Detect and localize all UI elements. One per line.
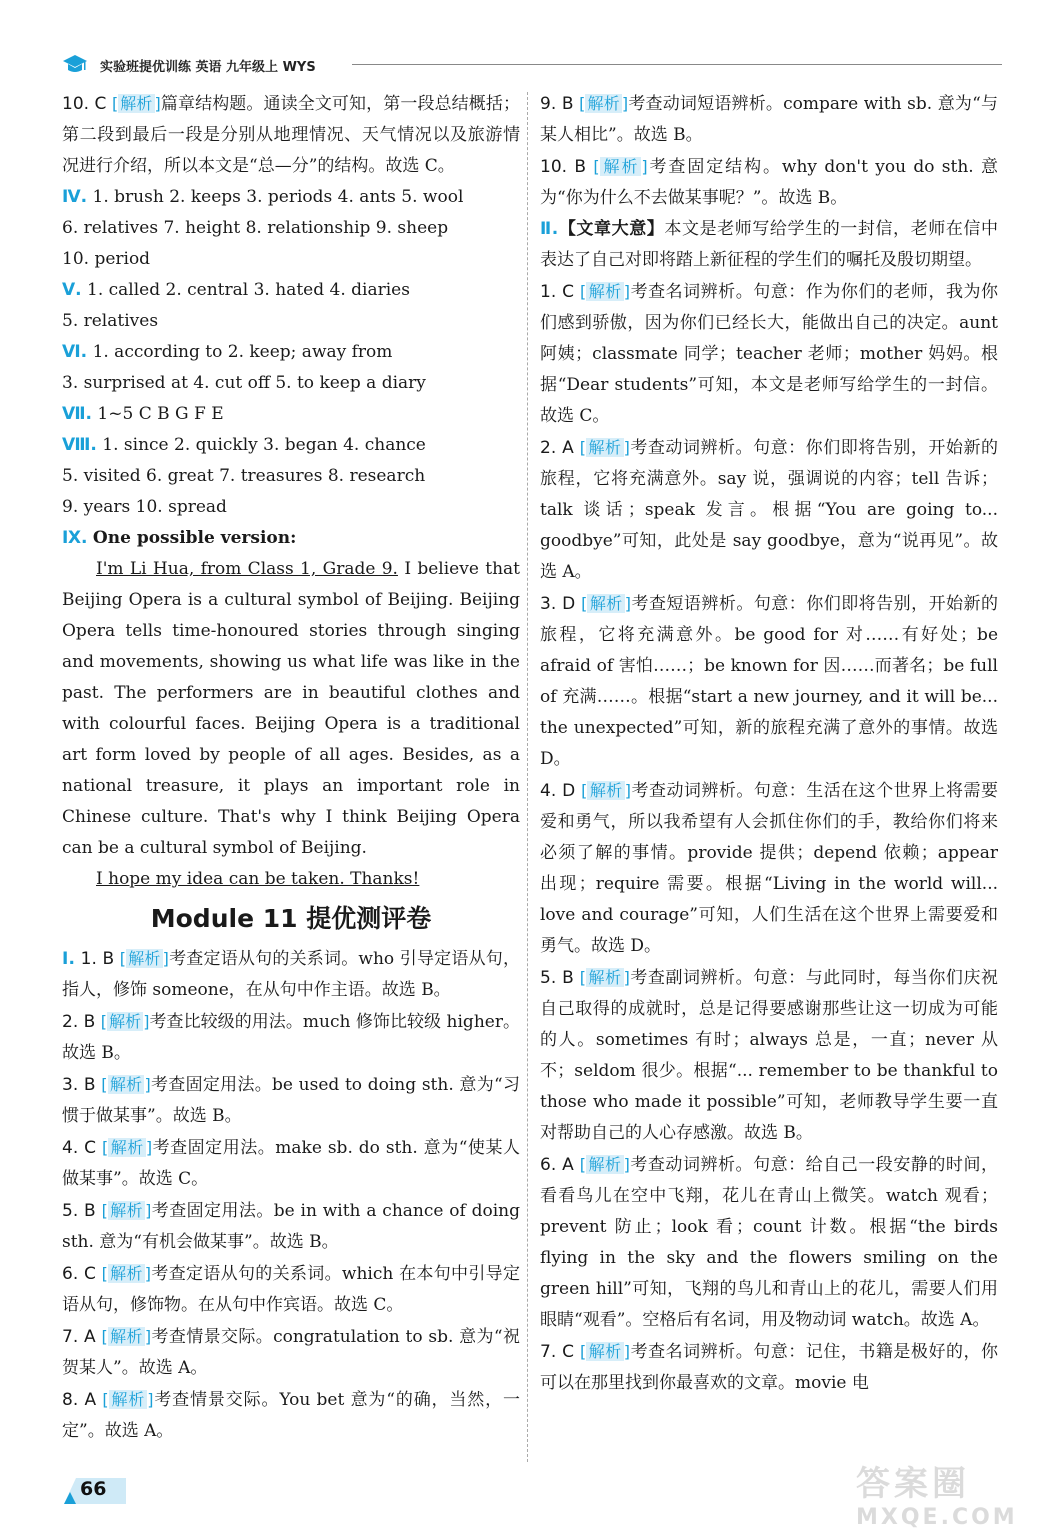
graduation-cap-icon xyxy=(62,52,88,78)
section-viii: Ⅷ. 1. since 2. quickly 3. began 4. chance 5. visited 6. great 7. treasures 8. research 9. years 10. spread xyxy=(62,435,426,517)
page-header xyxy=(62,52,1002,82)
answer-item: 8. A [ 解析 ]考查情景交际。You bet 意为“的确，当然，一定”。故选 A。 xyxy=(62,1390,520,1441)
section-v: Ⅴ. 1. called 2. central 3. hated 4. diaries 5. relatives xyxy=(62,280,410,331)
book-title: 实验班提优训练 英语 九年级上 WYS xyxy=(100,60,316,75)
answer-item: 1. C [ 解析 ]考查名词辨析。句意：作为你们的老师，我为你们感到骄傲，因为你们已经长大，能做出自己的决定。aunt 阿姨；classmate 同学；teacher 老师；mother 妈妈。根据“Dear students”可知，本文是老师写给学生的一封信。故选 C。 xyxy=(540,282,999,426)
module-answer-list xyxy=(62,943,520,1447)
right-column xyxy=(540,88,998,1399)
answer-item: 7. C [ 解析 ]考查名词辨析。句意：记住，书籍是极好的，你可以在那里找到你最喜欢的文章。movie 电 xyxy=(540,1342,999,1393)
page-footer xyxy=(62,1474,130,1508)
answer-item: 4. D [ 解析 ]考查动词辨析。句意：生活在这个世界上将需要爱和勇气，所以我希望有人会抓住你们的手，教给你们将来必须了解的事情。provide 提供；depend 依赖；appear 出现；require 需要。根据“Living in the world will... love and courage”可知，人们生活在这个世界上需要爱和勇气。故选 D。 xyxy=(540,781,999,956)
answer-item: Ⅰ. 1. B [ 解析 ]考查定语从句的关系词。who 引导定语从句，指人，修饰 someone，在从句中作主语。故选 B。 xyxy=(62,949,521,1000)
answer-item: 9. B [ 解析 ]考查动词短语辨析。compare with sb. 意为“与某人相比”。故选 B。 xyxy=(540,94,998,145)
answer-list-top xyxy=(540,88,998,214)
answer-item: 10. B [ 解析 ]考查固定结构。why don't you do sth. 意为“你为什么不去做某事呢？”。故选 B。 xyxy=(540,157,998,208)
answer-item: 3. B [ 解析 ]考查固定用法。be used to doing sth. 意为“习惯于做某事”。故选 B。 xyxy=(62,1075,520,1126)
section-vii: Ⅶ. 1~5 C B G F E xyxy=(62,404,224,424)
left-column xyxy=(62,88,520,1447)
answer-item: 6. C [ 解析 ]考查定语从句的关系词。which 在本句中引导定语从句，修饰物。在从句中作宾语。故选 C。 xyxy=(62,1264,521,1315)
page-number: 66 xyxy=(80,1478,107,1500)
answer-item: 10. C [ 解析 ]篇章结构题。通读全文可知，第一段总结概括；第二段到最后一段是分别从地理情况、天气情况以及旅游情况进行介绍，所以本文是“总—分”的结构。故选 C。 xyxy=(62,94,520,176)
header-rule xyxy=(352,64,1002,65)
watermark: 答案圈 MXQE.COM xyxy=(856,1464,1018,1530)
answer-item: 5. B [ 解析 ]考查副词辨析。句意：与此同时，每当你们庆祝自己取得的成就时，总是记得要感谢那些让这一切成为可能的人。sometimes 有时；always 总是，一直；never 从不；seldom 很少。根据“... remember to be thankful to those who made it possible”可知，老师教导学生要一直对帮助自己的人心存感激。故选 B。 xyxy=(540,968,998,1143)
section-ix-essay: Ⅸ. One possible version: I'm Li Hua, from Class 1, Grade 9. I believe that Beijing Opera is a cultural symbol of Beijing. Beijing Opera tells time-honoured stories through singing and movements, showing us what life was like in the past. The performers are in beautiful clothes and with colourful faces. Beijing Opera is a traditional art form loved by people of all ages. Besides, as a national treasure, it plays an important role in Chinese culture. That's why I think Beijing Opera can be a cultural symbol of Beijing. I hope my idea can be taken. Thanks! xyxy=(62,528,520,889)
answer-item: 6. A [ 解析 ]考查动词辨析。句意：给自己一段安静的时间，看看鸟儿在空中飞翔，花儿在青山上微笑。watch 观看；prevent 防止；look 看；count 计数。根据“the birds flying in the sky and the flowers smiling on the green hill”可知，飞翔的鸟儿和青山上的花儿，需要人们用眼睛“观看”。空格后有名词，用及物动词 watch。故选 A。 xyxy=(540,1155,998,1330)
answer-item: 2. B [ 解析 ]考查比较级的用法。much 修饰比较级 higher。故选 B。 xyxy=(62,1012,520,1063)
answer-item: 5. B [ 解析 ]考查固定用法。be in with a chance of doing sth. 意为“有机会做某事”。故选 B。 xyxy=(62,1201,520,1252)
answer-item: 7. A [ 解析 ]考查情景交际。congratulation to sb. 意为“祝贺某人”。故选 A。 xyxy=(62,1327,520,1378)
section-vi: Ⅵ. 1. according to 2. keep; away from 3. surprised at 4. cut off 5. to keep a diary xyxy=(62,342,426,393)
answer-item: 2. A [ 解析 ]考查动词辨析。句意：你们即将告别，开始新的旅程，它将充满意外。say 说，强调说的内容；tell 告诉；talk 谈话；speak 发言。根据“You are going to... goodbye”可知，此处是 say goodbye，意为“说再见”。故选 A。 xyxy=(540,438,998,582)
answer-item: 3. D [ 解析 ]考查短语辨析。句意：你们即将告别，开始新的旅程，它将充满意外。be good for 对……有好处；be afraid of 害怕……；be known for 因……而著名；be full of 充满……。根据“start a new journey, and it will be... the unexpected”可知，新的旅程充满了意外的事情。故选 D。 xyxy=(540,594,999,769)
article-summary: Ⅱ.【文章大意】本文是老师写给学生的一封信，老师在信中表达了自己对即将踏上新征程的学生们的嘱托及殷切期望。 xyxy=(540,219,999,270)
answer-list-section-ii xyxy=(540,276,998,1399)
section-iv: Ⅳ. 1. brush 2. keeps 3. periods 4. ants 5. wool 6. relatives 7. height 8. relationship 9. sheep 10. period xyxy=(62,187,464,269)
column-divider xyxy=(527,92,528,1462)
answer-item: 4. C [ 解析 ]考查固定用法。make sb. do sth. 意为“使某人做某事”。故选 C。 xyxy=(62,1138,520,1189)
module-title: Module 11 提优测评卷 xyxy=(150,904,432,933)
